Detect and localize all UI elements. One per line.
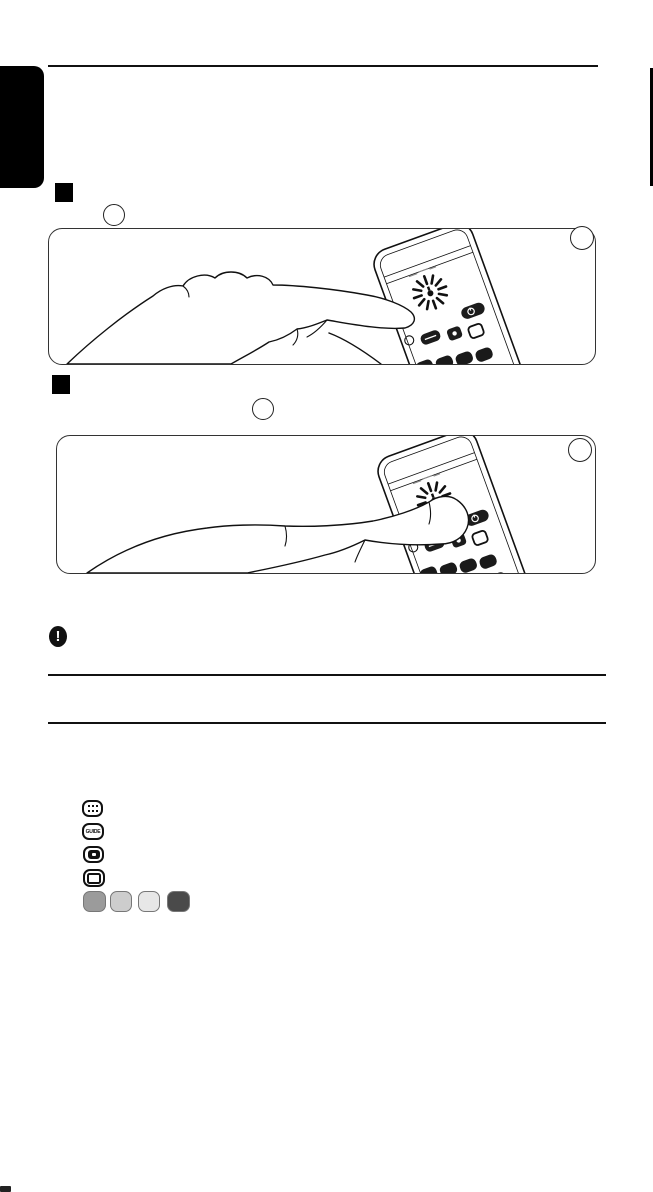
shade-button-1-icon bbox=[83, 891, 106, 912]
white-square-glyph bbox=[87, 873, 101, 884]
figure-2-callout-circle bbox=[568, 438, 592, 462]
outline-screen-button-icon bbox=[83, 869, 105, 887]
dark-pill-glyph bbox=[88, 850, 100, 859]
section-tab bbox=[0, 66, 44, 188]
remote-press-left-button-illustration bbox=[49, 229, 595, 364]
separator-rule-2 bbox=[48, 722, 606, 724]
guide-button-icon: GUIDE bbox=[82, 823, 104, 840]
grid-button-icon bbox=[82, 800, 103, 817]
shade-button-2-icon bbox=[110, 891, 132, 912]
step-2-marker bbox=[52, 375, 70, 394]
page-corner-print-mark bbox=[0, 1186, 11, 1192]
hand-pressing-button bbox=[67, 272, 414, 364]
caution-exclamation-icon: ! bbox=[49, 626, 67, 647]
remote-control bbox=[367, 229, 536, 364]
illustration-box-1 bbox=[48, 228, 596, 365]
remote-press-power-button-illustration bbox=[57, 436, 595, 573]
step-2-callout-circle bbox=[252, 398, 274, 420]
separator-rule-1 bbox=[48, 674, 606, 676]
figure-1-callout-circle bbox=[570, 226, 594, 250]
shade-button-3-icon bbox=[138, 891, 160, 912]
dot-grid-glyph bbox=[88, 805, 98, 812]
step-1-marker bbox=[55, 183, 73, 202]
illustration-box-2 bbox=[56, 435, 596, 574]
top-rule bbox=[48, 65, 598, 67]
filled-screen-button-icon bbox=[83, 846, 104, 863]
shade-button-4-icon bbox=[167, 891, 190, 912]
step-1-callout-circle bbox=[103, 204, 125, 226]
